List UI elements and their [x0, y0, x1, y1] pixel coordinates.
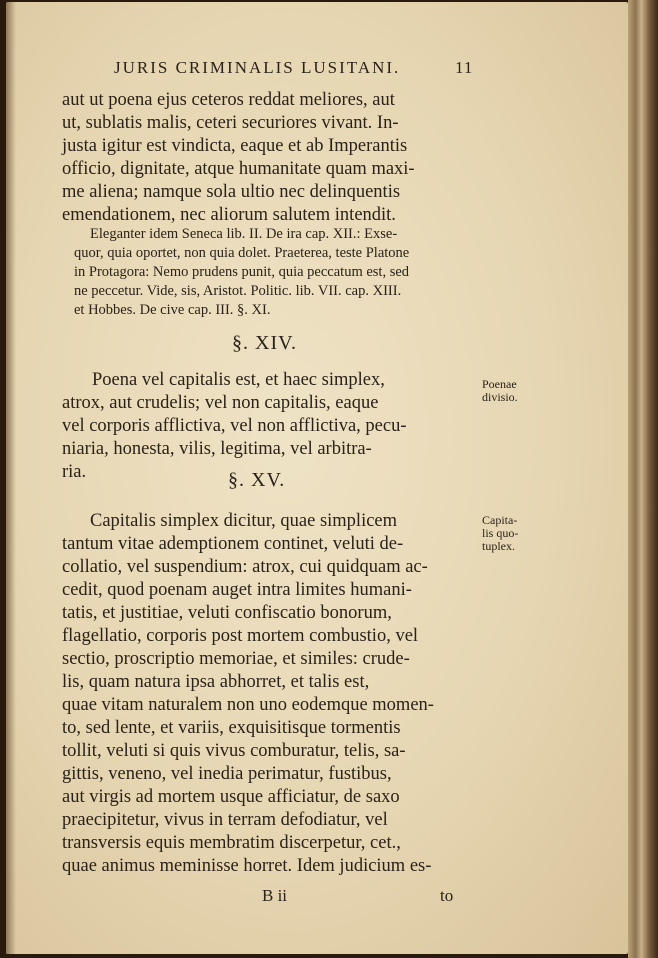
- page-edge: [628, 0, 658, 958]
- body-line: lis, quam natura ipsa abhorret, et talis est,: [62, 672, 370, 692]
- body-line: gittis, veneno, vel inedia perimatur, fustibus,: [62, 764, 392, 784]
- body-line: officio, dignitate, atque humanitate quam maxi-: [62, 159, 415, 179]
- body-line: vel corporis afflictiva, vel non afflictiva, pecu-: [62, 416, 407, 436]
- body-line: Poena vel capitalis est, et haec simplex,: [92, 370, 385, 390]
- section-heading: §. XIV.: [232, 332, 297, 354]
- footnote-line: et Hobbes. De cive cap. III. §. XI.: [74, 302, 271, 318]
- body-line: ut, sublatis malis, ceteri securiores vivant. In-: [62, 113, 399, 133]
- footnote-line: Eleganter idem Seneca lib. II. De ira cap. XII.: Exse-: [90, 226, 398, 242]
- body-line: justa igitur est vindicta, eaque et ab Imperantis: [62, 136, 408, 156]
- footnote-line: ne peccetur. Vide, sis, Aristot. Politic. lib. VII. cap. XIII.: [74, 283, 402, 299]
- body-line: atrox, aut crudelis; vel non capitalis, eaque: [62, 393, 379, 413]
- page-number: 11: [455, 58, 474, 77]
- body-line: me aliena; namque sola ultio nec delinquentis: [62, 182, 401, 202]
- body-line: aut ut poena ejus ceteros reddat meliores, aut: [62, 90, 395, 110]
- body-line: emendationem, nec aliorum salutem intendit.: [62, 205, 396, 225]
- body-line: niaria, honesta, vilis, legitima, vel arbitra-: [62, 439, 372, 459]
- section-heading: §. XV.: [228, 469, 286, 491]
- body-line: tantum vitae ademptionem continet, veluti de-: [62, 534, 404, 554]
- body-line: collatio, vel suspendium: atrox, cui quidquam ac-: [62, 557, 428, 577]
- footnote-line: quor, quia oportet, non quia dolet. Praeterea, teste Platone: [74, 245, 410, 261]
- body-line: tatis, et justitiae, veluti confiscatio bonorum,: [62, 603, 392, 623]
- footnote-line: in Protagora: Nemo prudens punit, quia peccatum est, sed: [74, 264, 410, 280]
- body-line: aut virgis ad mortem usque afficiatur, de saxo: [62, 787, 400, 807]
- body-line: Capitalis simplex dicitur, quae simplicem: [90, 511, 398, 531]
- body-line: quae animus meminisse horret. Idem judicium es-: [62, 856, 432, 876]
- body-line: flagellatio, corporis post mortem combustio, vel: [62, 626, 419, 646]
- margin-note: Capita- lis quo- tuplex.: [482, 513, 519, 553]
- body-line: ria.: [62, 462, 87, 482]
- catchword: to: [440, 886, 454, 905]
- body-line: to, sed lente, et variis, exquisitisque tormentis: [62, 718, 401, 738]
- body-line: cedit, quod poenam auget intra limites humani-: [62, 580, 412, 600]
- running-head: JURIS CRIMINALIS LUSITANI.: [114, 58, 401, 77]
- body-line: quae vitam naturalem non uno eodemque momen-: [62, 695, 434, 715]
- gutter-shadow: [6, 2, 16, 954]
- body-line: transversis equis membratim discerpetur, cet.,: [62, 833, 401, 853]
- signature-mark: B ii: [262, 886, 288, 905]
- body-line: sectio, proscriptio memoriae, et similes: crude-: [62, 649, 410, 669]
- body-line: praecipitetur, vivus in terram defodiatur, vel: [62, 810, 388, 830]
- body-line: tollit, veluti si quis vivus comburatur, telis, sa-: [62, 741, 406, 761]
- margin-note: Poenae divisio.: [482, 377, 518, 404]
